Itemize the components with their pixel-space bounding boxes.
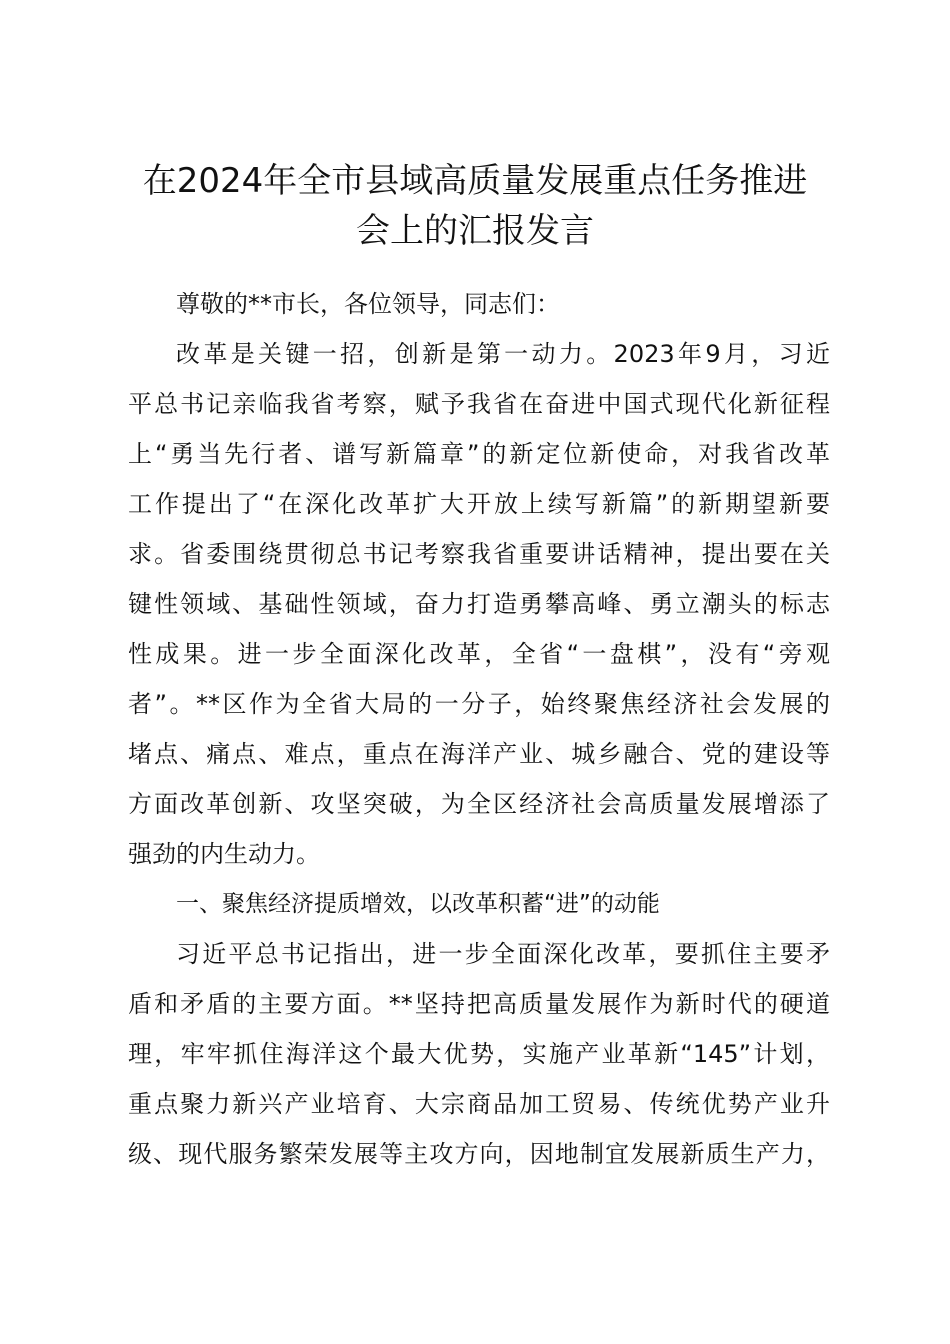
paragraph-line: 工作提出了“在深化改革扩大开放上续写新篇”的新期望新要 <box>128 490 830 518</box>
paragraph-line: 上“勇当先行者、谱写新篇章”的新定位新使命，对我省改革 <box>128 440 830 468</box>
paragraph-line: 键性领域、基础性领域，奋力打造勇攀高峰、勇立潮头的标志 <box>128 590 830 618</box>
paragraph-line: 者”。**区作为全省大局的一分子，始终聚焦经济社会发展的 <box>128 690 830 718</box>
paragraph-line: 级、现代服务繁荣发展等主攻方向，因地制宜发展新质生产力， <box>128 1140 830 1168</box>
paragraph-line: 盾和矛盾的主要方面。**坚持把高质量发展作为新时代的硬道 <box>128 990 830 1018</box>
paragraph-line: 强劲的内生动力。 <box>128 840 320 868</box>
paragraph-line: 习近平总书记指出，进一步全面深化改革，要抓住主要矛 <box>176 940 830 968</box>
paragraph-line: 方面改革创新、攻坚突破，为全区经济社会高质量发展增添了 <box>128 790 830 818</box>
paragraph-line: 求。省委围绕贯彻总书记考察我省重要讲话精神，提出要在关 <box>128 540 830 568</box>
salutation: 尊敬的**市长，各位领导，同志们： <box>176 290 560 318</box>
paragraph-line: 改革是关键一招，创新是第一动力。2023年9月，习近 <box>176 340 830 368</box>
paragraph-line: 重点聚力新兴产业培育、大宗商品加工贸易、传统优势产业升 <box>128 1090 830 1118</box>
paragraph-line: 平总书记亲临我省考察，赋予我省在奋进中国式现代化新征程 <box>128 390 830 418</box>
paragraph-line: 堵点、痛点、难点，重点在海洋产业、城乡融合、党的建设等 <box>128 740 830 768</box>
paragraph-line: 理，牢牢抓住海洋这个最大优势，实施产业革新“145”计划， <box>128 1040 830 1068</box>
paragraph-line: 性成果。进一步全面深化改革，全省“一盘棋”，没有“旁观 <box>128 640 830 668</box>
document-title-line-1: 在2024年全市县域高质量发展重点任务推进 <box>142 161 808 201</box>
section-heading: 一、聚焦经济提质增效，以改革积蓄“进”的动能 <box>176 891 660 917</box>
document-title-line-2: 会上的汇报发言 <box>356 211 594 251</box>
